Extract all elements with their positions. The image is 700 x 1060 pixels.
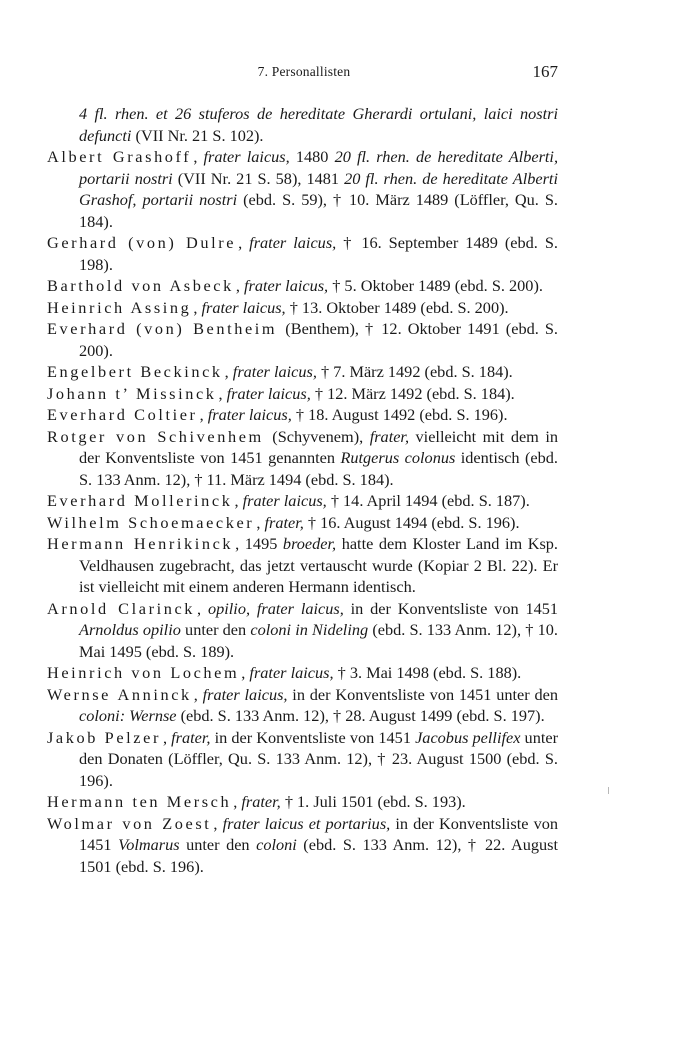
text-run: unter den [179, 835, 257, 854]
text-run: , [256, 512, 265, 532]
text-run: , [224, 362, 233, 381]
latin-phrase: 20 fl. rhen. de hereditate Alberti Grashof, portarii nostri [79, 168, 558, 209]
entry [47, 598, 558, 663]
latin-phrase: frater laicus, [244, 276, 329, 295]
latin-phrase: frater laicus et portarius, [222, 813, 391, 833]
text-run: , [234, 491, 243, 510]
text-run: † 13. Oktober 1489 (ebd. S. 200). [285, 297, 509, 317]
text-run: in der Konventsliste von 1451 [210, 727, 416, 747]
entry [47, 383, 558, 405]
running-head [50, 62, 558, 86]
latin-phrase: frater laicus, [202, 684, 288, 704]
latin-phrase: frater laicus, [232, 362, 317, 381]
text-run: † 7. März 1492 (ebd. S. 184). [316, 362, 513, 381]
entry-name: Barthold von Asbeck [47, 276, 234, 295]
entry-text [193, 298, 508, 317]
text-run: in der Konventsliste von 1451 [343, 598, 559, 618]
entry-text [233, 792, 465, 811]
latin-phrase: frater, [264, 512, 304, 532]
entry-name: Engelbert Beckinck [47, 362, 223, 381]
text-run: , [199, 405, 208, 424]
latin-phrase: Arnoldus opilio [79, 620, 181, 639]
text-run: (VII Nr. 21 S. 58), 1481 [172, 168, 345, 188]
entry [47, 318, 558, 361]
text-run: (Schyvenem), [265, 426, 370, 446]
text-run: , [193, 684, 203, 704]
entry [47, 404, 558, 426]
text-run: † 12. März 1492 (ebd. S. 184). [310, 383, 515, 403]
text-run: , [238, 233, 250, 252]
running-title: 7. Personallisten [257, 64, 351, 79]
entry-text [256, 513, 519, 532]
text-run: in der Konventsliste von 1451 unter den [287, 684, 558, 704]
latin-phrase: frater laicus, [207, 405, 292, 424]
latin-phrase: frater, [171, 727, 211, 747]
latin-phrase: frater laicus, [249, 233, 337, 252]
entry-name: Arnold Clarinck [47, 598, 196, 618]
text-run: , [213, 813, 223, 833]
entry [47, 813, 558, 878]
entry-text [225, 362, 513, 381]
entry [47, 426, 558, 491]
text-run: (VII Nr. 21 S. 102). [131, 125, 264, 145]
entry-name: Gerhard (von) Dulre [47, 233, 237, 252]
text-run: , [241, 663, 250, 682]
latin-phrase: coloni: Wernse [79, 706, 177, 725]
text-run: † 18. August 1492 (ebd. S. 196). [291, 405, 508, 424]
text-run: hatte dem Kloster Land im Ksp. Veldhausen zugebracht, das jetzt vertauscht wurde (Kopiar 2 Bl. 22). Er ist vielleicht mit einem anderen Hermann identisch. [79, 534, 558, 596]
latin-phrase: frater, [241, 792, 281, 811]
latin-phrase: broeder, [282, 534, 337, 553]
latin-phrase: frater laicus, [242, 491, 327, 510]
latin-phrase: frater laicus, [203, 147, 290, 166]
entry-name: Hermann Henrikinck [47, 534, 234, 553]
text-run: , [218, 383, 227, 403]
text-run: , [193, 297, 202, 317]
latin-phrase: opilio, frater laicus, [207, 598, 344, 618]
latin-phrase: Rutgerus colonus [340, 448, 456, 467]
entry-name: Everhard Mollerinck [47, 491, 233, 510]
entry-text [234, 491, 529, 510]
entry [47, 275, 558, 297]
entry-continuation [47, 103, 558, 146]
page-number: 167 [532, 62, 558, 81]
latin-phrase: coloni [256, 835, 297, 854]
text-run: , [233, 792, 242, 811]
text-run: † 3. Mai 1498 (ebd. S. 188). [333, 663, 522, 682]
entry-name: Johann t’ Missinck [47, 383, 217, 403]
text-run: , [235, 276, 245, 295]
text-run: 1480 [289, 147, 335, 166]
entry-text [236, 276, 543, 295]
entry-name: Jakob Pelzer [47, 727, 161, 747]
latin-phrase: frater laicus, [201, 297, 286, 317]
entry [47, 146, 558, 232]
text-run: unter den Donaten (Löffler, Qu. S. 133 Anm. 12), † 23. August 1500 (ebd. S. 196). [79, 727, 559, 790]
entry [47, 232, 558, 275]
text-run: identisch (ebd. S. 133 Anm. 12), † 11. März 1494 (ebd. S. 184). [79, 448, 558, 489]
text-block [47, 103, 558, 877]
text-run: † 1. Juli 1501 (ebd. S. 193). [280, 792, 466, 811]
text-run: (Benthem), † 12. Oktober 1491 (ebd. S. 200). [79, 319, 558, 360]
text-run: † 16. September 1489 (ebd. S. 198). [79, 233, 559, 274]
latin-phrase: Volmarus [118, 835, 180, 854]
latin-phrase: frater, [369, 426, 410, 446]
text-run: (ebd. S. 59), † 10. März 1489 (Löffler, Qu. S. 184). [79, 190, 558, 231]
entry [47, 512, 558, 534]
entry [47, 791, 558, 813]
entry-name: Wernse Anninck [47, 684, 192, 704]
entry [47, 490, 558, 512]
entry-name: Hermann ten Mersch [47, 792, 232, 811]
text-run: , [162, 727, 172, 747]
text-run: † 16. August 1494 (ebd. S. 196). [303, 512, 520, 532]
text-run: (ebd. S. 133 Anm. 12), † 22. August 1501 (ebd. S. 196). [79, 835, 559, 876]
text-run: † 5. Oktober 1489 (ebd. S. 200). [328, 276, 543, 295]
entry-name: Wilhelm Schoemaecker [47, 512, 255, 532]
entry-text [200, 405, 508, 424]
latin-phrase: 4 fl. rhen. et 26 stuferos de hereditate Gherardi ortulani, laici nostri defuncti [79, 104, 558, 145]
entry-name: Heinrich von Lochem [47, 663, 240, 682]
entry-name: Rotger von Schivenhem [47, 426, 264, 446]
entry [47, 297, 558, 319]
margin-mark [608, 787, 609, 794]
entry-text [241, 663, 521, 682]
entry-name: Heinrich Assing [47, 297, 192, 317]
entry [47, 662, 558, 684]
text-run: , 1495 [235, 534, 283, 553]
latin-phrase: frater laicus, [226, 383, 311, 403]
text-run: † 14. April 1494 (ebd. S. 187). [326, 491, 530, 510]
entry-name: Wolmar von Zoest [47, 813, 212, 833]
entry [47, 727, 558, 792]
text-run: (ebd. S. 133 Anm. 12), † 10. Mai 1495 (ebd. S. 189). [79, 620, 558, 661]
entry-name: Albert Grashoff [47, 147, 192, 166]
text-run: vielleicht mit dem in der Konventsliste von 1451 genannten [79, 426, 559, 467]
entry-name: Everhard Coltier [47, 405, 198, 424]
text-run: in der Konventsliste von 1451 [79, 813, 558, 854]
entry-text [79, 104, 558, 145]
entry [47, 361, 558, 383]
entry [47, 684, 558, 727]
latin-phrase: 20 fl. rhen. de hereditate Alberti, portarii nostri [79, 147, 559, 188]
entry [47, 533, 558, 598]
entry-name: Everhard (von) Bentheim [47, 319, 278, 338]
latin-phrase: Jacobus pellifex [415, 727, 521, 747]
text-run: unter den [180, 620, 251, 639]
text-run: , [197, 598, 208, 618]
entry-text [219, 384, 515, 403]
text-run: , [193, 147, 204, 166]
text-run: (ebd. S. 133 Anm. 12), † 28. August 1499 (ebd. S. 197). [176, 706, 545, 725]
latin-phrase: coloni in Nideling [250, 620, 369, 639]
latin-phrase: frater laicus, [249, 663, 334, 682]
